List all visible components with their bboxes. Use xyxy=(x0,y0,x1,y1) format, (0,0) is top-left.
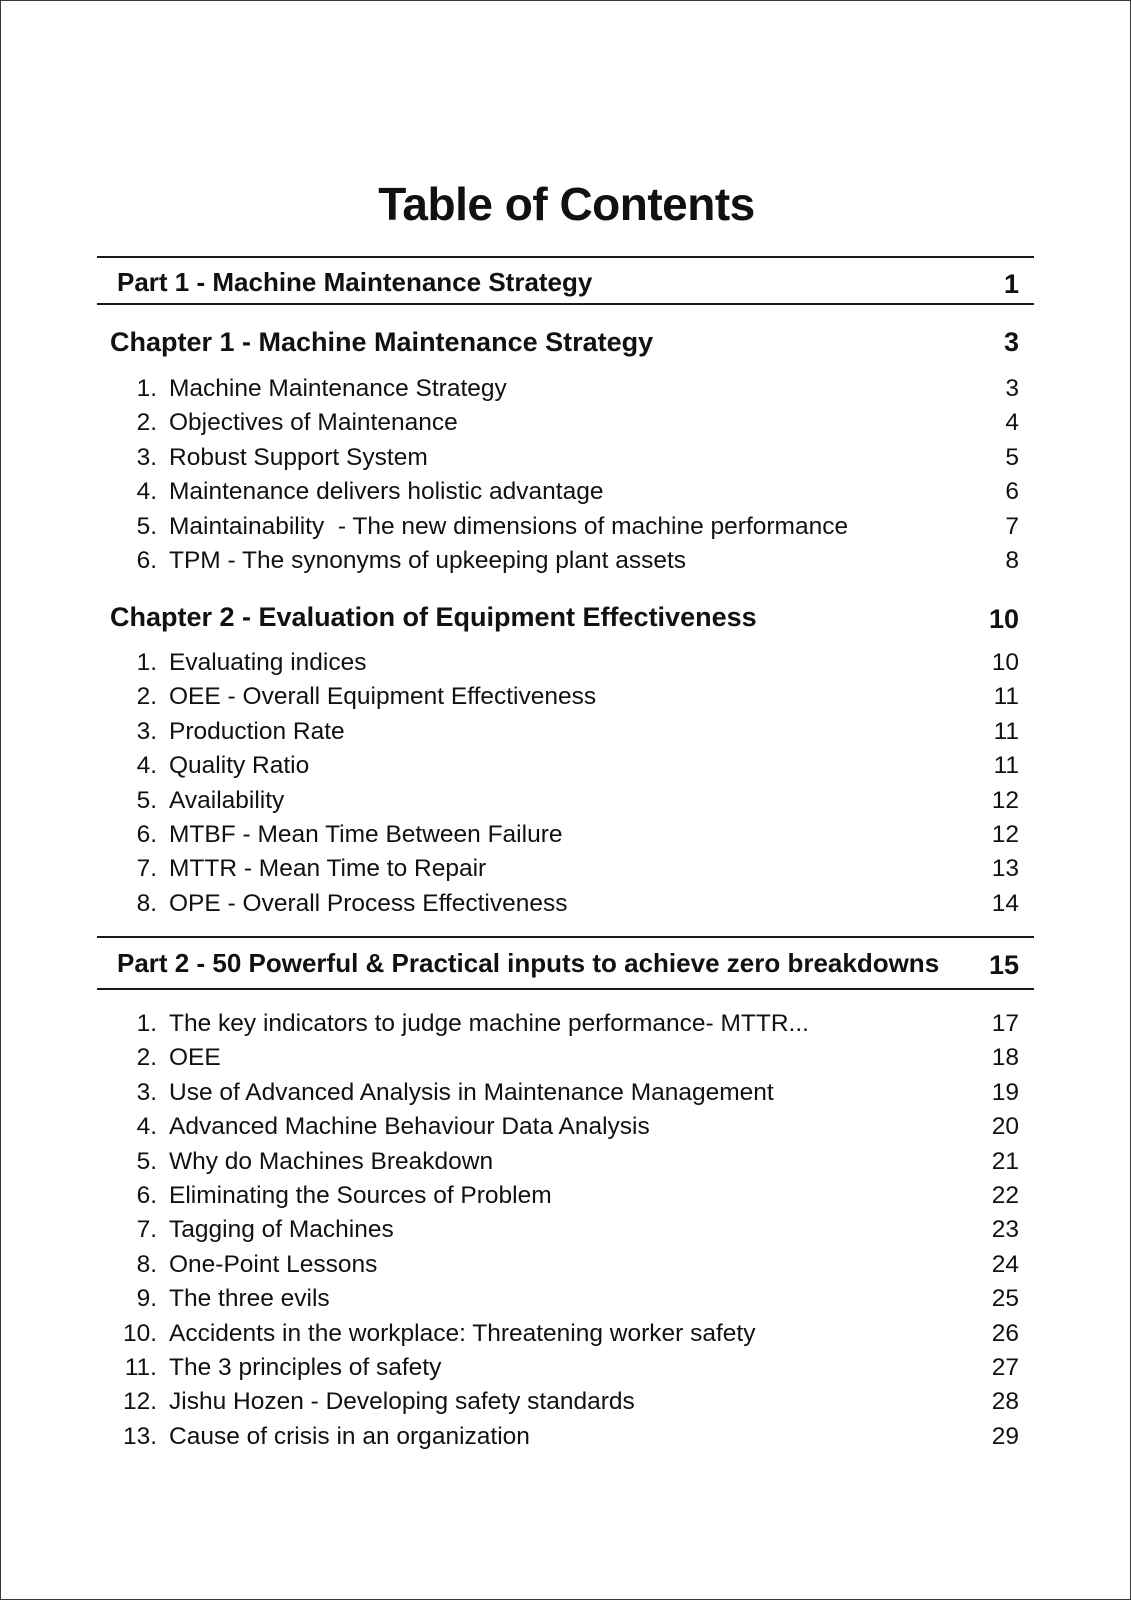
entry-page: 11 xyxy=(993,683,1019,711)
entry-label: Evaluating indices xyxy=(169,649,367,676)
entry-label: Use of Advanced Analysis in Maintenance Management xyxy=(169,1078,774,1106)
toc-entry xyxy=(1,787,1131,821)
entry-page: 25 xyxy=(991,1285,1019,1313)
toc-entry xyxy=(1,1044,1131,1078)
toc-entry xyxy=(1,1251,1131,1285)
toc-entry xyxy=(1,444,1131,478)
toc-entry xyxy=(1,375,1131,409)
entry-number: 8. xyxy=(136,889,157,917)
toc-entry xyxy=(1,855,1131,889)
entry-number: 1. xyxy=(136,649,157,676)
entry-number: 6. xyxy=(136,821,157,848)
entry-number: 4. xyxy=(136,478,157,506)
entry-number: 5. xyxy=(136,1147,157,1175)
toc-entry xyxy=(1,1320,1131,1354)
toc-entry xyxy=(1,1423,1131,1457)
toc-entry xyxy=(1,890,1131,924)
toc-entry xyxy=(1,718,1131,752)
entry-page: 29 xyxy=(991,1422,1019,1450)
entry-number: 5. xyxy=(136,786,157,814)
entry-label: MTBF - Mean Time Between Failure xyxy=(169,821,563,848)
entry-number: 3. xyxy=(136,1078,157,1106)
entry-label: The 3 principles of safety xyxy=(169,1354,442,1381)
part-page: 1 xyxy=(1003,269,1019,299)
entry-label: Accidents in the workplace: Threatening worker safety xyxy=(169,1319,756,1347)
toc-entry xyxy=(1,1182,1131,1216)
toc-entry xyxy=(1,513,1131,547)
entry-page: 23 xyxy=(991,1216,1019,1244)
entry-label: Production Rate xyxy=(169,717,345,745)
entry-label: OEE xyxy=(169,1044,221,1072)
part-label: Part 2 - 50 Powerful & Practical inputs to achieve zero breakdowns xyxy=(117,948,940,978)
toc-entry xyxy=(1,1113,1131,1147)
part-label: Part 1 - Machine Maintenance Strategy xyxy=(117,267,593,297)
chapter-page: 10 xyxy=(988,604,1019,634)
toc-entry xyxy=(1,1354,1131,1388)
page-title: Table of Contents xyxy=(378,178,755,230)
chapter-label: Chapter 2 - Evaluation of Equipment Effectiveness xyxy=(110,602,757,632)
entry-number: 1. xyxy=(136,1010,157,1037)
divider xyxy=(97,256,1034,258)
entry-label: Maintainability - The new dimensions of machine performance xyxy=(169,512,849,540)
divider xyxy=(97,936,1034,938)
entry-label: The key indicators to judge machine performance- MTTR... xyxy=(169,1010,809,1037)
entry-number: 2. xyxy=(136,1044,157,1072)
entry-page: 11 xyxy=(993,752,1019,780)
entry-label: The three evils xyxy=(169,1285,330,1313)
entry-number: 5. xyxy=(136,512,157,540)
toc-entry xyxy=(1,547,1131,581)
toc-entry xyxy=(1,752,1131,786)
entry-number: 2. xyxy=(136,683,157,711)
toc-entry xyxy=(1,821,1131,855)
entry-number: 3. xyxy=(136,717,157,745)
entry-label: Advanced Machine Behaviour Data Analysis xyxy=(169,1113,650,1141)
entry-number: 3. xyxy=(136,443,157,471)
entry-page: 21 xyxy=(991,1147,1019,1175)
entry-page: 5 xyxy=(1005,443,1019,471)
entry-number: 11. xyxy=(124,1354,157,1381)
entry-number: 7. xyxy=(136,1216,157,1244)
toc-entry xyxy=(1,478,1131,512)
entry-page: 27 xyxy=(991,1354,1019,1381)
entry-page: 18 xyxy=(991,1044,1019,1072)
entry-number: 8. xyxy=(136,1250,157,1278)
entry-number: 6. xyxy=(136,1182,157,1209)
entry-label: Cause of crisis in an organization xyxy=(169,1422,530,1450)
toc-entry xyxy=(1,649,1131,683)
entry-label: Objectives of Maintenance xyxy=(169,409,458,437)
entry-number: 13. xyxy=(122,1422,157,1450)
entry-page: 12 xyxy=(991,786,1019,814)
entry-number: 10. xyxy=(122,1319,157,1347)
entry-page: 19 xyxy=(991,1078,1019,1106)
entry-number: 1. xyxy=(136,375,157,402)
toc-entry xyxy=(1,1148,1131,1182)
chapter-page: 3 xyxy=(1003,327,1019,357)
entry-label: One-Point Lessons xyxy=(169,1250,378,1278)
entry-label: Maintenance delivers holistic advantage xyxy=(169,478,604,506)
entry-label: TPM - The synonyms of upkeeping plant assets xyxy=(169,547,687,574)
entry-page: 24 xyxy=(991,1250,1019,1278)
entry-page: 28 xyxy=(991,1388,1019,1416)
entry-label: Jishu Hozen - Developing safety standards xyxy=(169,1388,635,1416)
entry-number: 7. xyxy=(136,855,157,883)
entry-label: Availability xyxy=(169,786,285,814)
toc-entry xyxy=(1,1079,1131,1113)
entry-number: 4. xyxy=(136,1113,157,1141)
chapter-label: Chapter 1 - Machine Maintenance Strategy xyxy=(110,327,654,357)
entry-label: Quality Ratio xyxy=(169,752,310,780)
entry-page: 8 xyxy=(1005,547,1019,574)
entry-number: 4. xyxy=(136,752,157,780)
divider xyxy=(97,303,1034,305)
entry-number: 12. xyxy=(122,1388,157,1416)
entry-page: 10 xyxy=(991,649,1019,676)
entry-label: Why do Machines Breakdown xyxy=(169,1147,494,1175)
entry-label: OPE - Overall Process Effectiveness xyxy=(169,889,568,917)
toc-entry xyxy=(1,1388,1131,1422)
toc-entry xyxy=(1,409,1131,443)
entry-page: 13 xyxy=(991,855,1019,883)
entry-number: 9. xyxy=(136,1285,157,1313)
entry-label: OEE - Overall Equipment Effectiveness xyxy=(169,683,597,711)
entry-page: 26 xyxy=(991,1319,1019,1347)
entry-page: 11 xyxy=(993,717,1019,745)
entry-number: 6. xyxy=(136,547,157,574)
entry-label: Tagging of Machines xyxy=(169,1216,394,1244)
part-page: 15 xyxy=(988,950,1019,980)
entry-label: Eliminating the Sources of Problem xyxy=(169,1182,552,1209)
entry-page: 20 xyxy=(991,1113,1019,1141)
entry-page: 12 xyxy=(991,821,1019,848)
entry-page: 4 xyxy=(1005,409,1019,437)
entry-page: 22 xyxy=(991,1182,1019,1209)
entry-number: 2. xyxy=(136,409,157,437)
toc-entry xyxy=(1,683,1131,717)
toc-entry xyxy=(1,1010,1131,1044)
toc-entry xyxy=(1,1216,1131,1250)
entry-label: Robust Support System xyxy=(169,443,428,471)
entry-page: 7 xyxy=(1005,512,1019,540)
entry-label: Machine Maintenance Strategy xyxy=(169,375,507,402)
divider xyxy=(97,988,1034,990)
toc-entry xyxy=(1,1285,1131,1319)
entry-label: MTTR - Mean Time to Repair xyxy=(169,855,487,883)
entry-page: 17 xyxy=(991,1010,1019,1037)
entry-page: 3 xyxy=(1005,375,1019,402)
entry-page: 14 xyxy=(991,889,1019,917)
entry-page: 6 xyxy=(1005,478,1019,506)
